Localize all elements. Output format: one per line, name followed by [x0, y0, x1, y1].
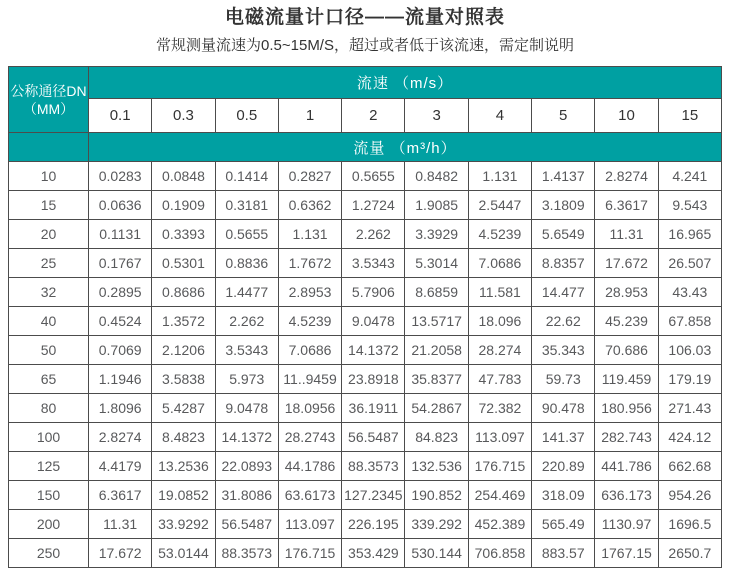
flow-value-cell: 11..9459: [278, 365, 341, 394]
dn-value-cell: 10: [9, 162, 89, 191]
flow-value-cell: 9.0478: [215, 394, 278, 423]
flow-value-cell: 2650.7: [658, 539, 721, 568]
flow-value-cell: 56.5487: [215, 510, 278, 539]
page-subtitle: 常规测量流速为0.5~15M/S，超过或者低于该流速，需定制说明: [156, 37, 574, 54]
flow-value-cell: 3.5343: [342, 249, 405, 278]
flow-value-cell: 1.131: [468, 162, 531, 191]
flow-value-cell: 5.973: [215, 365, 278, 394]
flow-value-cell: 4.241: [658, 162, 721, 191]
dn-value-cell: 40: [9, 307, 89, 336]
flow-value-cell: 36.1911: [342, 394, 405, 423]
table-row: [9, 539, 722, 568]
flow-value-cell: 88.3573: [215, 539, 278, 568]
corner-header-line2: （MM）: [22, 100, 75, 117]
flow-value-cell: 8.6859: [405, 278, 468, 307]
flow-value-cell: 13.5717: [405, 307, 468, 336]
flow-band-empty-cell: [9, 133, 89, 162]
flow-value-cell: 4.5239: [468, 220, 531, 249]
dn-value-cell: 50: [9, 336, 89, 365]
dn-value-cell: 15: [9, 191, 89, 220]
flow-value-cell: 141.37: [532, 423, 595, 452]
flow-value-cell: 0.0636: [89, 191, 152, 220]
flow-value-cell: 88.3573: [342, 452, 405, 481]
flow-value-cell: 1.9085: [405, 191, 468, 220]
velocity-value-cell: 3: [405, 99, 468, 133]
flow-table-body: [9, 162, 722, 568]
flow-value-cell: 44.1786: [278, 452, 341, 481]
velocity-value-cell: 5: [532, 99, 595, 133]
dn-value-cell: 32: [9, 278, 89, 307]
flow-value-cell: 530.144: [405, 539, 468, 568]
flow-value-cell: 226.195: [342, 510, 405, 539]
flow-value-cell: 18.096: [468, 307, 531, 336]
flow-value-cell: 0.0283: [89, 162, 152, 191]
flow-value-cell: 113.097: [278, 510, 341, 539]
flow-value-cell: 2.5447: [468, 191, 531, 220]
flow-value-cell: 14.477: [532, 278, 595, 307]
dn-value-cell: 150: [9, 481, 89, 510]
flow-value-cell: 28.274: [468, 336, 531, 365]
flow-value-cell: 424.12: [658, 423, 721, 452]
flow-value-cell: 22.62: [532, 307, 595, 336]
dn-value-cell: 250: [9, 539, 89, 568]
flow-value-cell: 54.2867: [405, 394, 468, 423]
flow-band-row: [9, 133, 722, 162]
flow-value-cell: 35.343: [532, 336, 595, 365]
flow-value-cell: 2.8274: [595, 162, 658, 191]
table-row: [9, 423, 722, 452]
flow-value-cell: 132.536: [405, 452, 468, 481]
dn-value-cell: 65: [9, 365, 89, 394]
flow-value-cell: 63.6173: [278, 481, 341, 510]
flow-value-cell: 1130.97: [595, 510, 658, 539]
flow-value-cell: 2.262: [342, 220, 405, 249]
flow-value-cell: 0.2827: [278, 162, 341, 191]
flow-value-cell: 0.8836: [215, 249, 278, 278]
velocity-value-cell: 0.5: [215, 99, 278, 133]
flow-value-cell: 6.3617: [89, 481, 152, 510]
flow-value-cell: 56.5487: [342, 423, 405, 452]
table-row: [9, 336, 722, 365]
flow-value-cell: 0.1767: [89, 249, 152, 278]
flow-value-cell: 3.5343: [215, 336, 278, 365]
flow-value-cell: 11.581: [468, 278, 531, 307]
flow-value-cell: 8.8357: [532, 249, 595, 278]
flow-value-cell: 72.382: [468, 394, 531, 423]
flow-value-cell: 7.0686: [278, 336, 341, 365]
flow-value-cell: 220.89: [532, 452, 595, 481]
flow-value-cell: 113.097: [468, 423, 531, 452]
flow-value-cell: 2.8274: [89, 423, 152, 452]
velocity-value-cell: 4: [468, 99, 531, 133]
flow-value-cell: 282.743: [595, 423, 658, 452]
velocity-value-cell: 10: [595, 99, 658, 133]
flow-value-cell: 954.26: [658, 481, 721, 510]
flow-value-cell: 5.3014: [405, 249, 468, 278]
flow-value-cell: 11.31: [595, 220, 658, 249]
dn-value-cell: 20: [9, 220, 89, 249]
flow-value-cell: 9.543: [658, 191, 721, 220]
table-row: [9, 307, 722, 336]
flow-value-cell: 3.3929: [405, 220, 468, 249]
table-row: [9, 452, 722, 481]
flow-value-cell: 1696.5: [658, 510, 721, 539]
flow-value-cell: 8.4823: [152, 423, 215, 452]
flow-value-cell: 7.0686: [468, 249, 531, 278]
flow-value-cell: 452.389: [468, 510, 531, 539]
flow-value-cell: 1.8096: [89, 394, 152, 423]
flow-value-cell: 23.8918: [342, 365, 405, 394]
velocity-band-header: 流速 （m/s）: [89, 67, 722, 99]
velocity-value-cell: 0.3: [152, 99, 215, 133]
flow-value-cell: 441.786: [595, 452, 658, 481]
flow-band-header: 流量 （m³/h）: [89, 133, 722, 162]
flow-value-cell: 0.5655: [215, 220, 278, 249]
flow-value-cell: 35.8377: [405, 365, 468, 394]
flow-value-cell: 0.8686: [152, 278, 215, 307]
flow-value-cell: 17.672: [89, 539, 152, 568]
flow-value-cell: 176.715: [468, 452, 531, 481]
page-title: 电磁流量计口径——流量对照表: [224, 7, 505, 28]
flow-value-cell: 1.3572: [152, 307, 215, 336]
dn-value-cell: 80: [9, 394, 89, 423]
table-row: [9, 191, 722, 220]
flow-value-cell: 2.8953: [278, 278, 341, 307]
table-row: [9, 510, 722, 539]
flow-value-cell: 119.459: [595, 365, 658, 394]
flow-value-cell: 353.429: [342, 539, 405, 568]
velocity-value-cell: 0.1: [89, 99, 152, 133]
flow-value-cell: 45.239: [595, 307, 658, 336]
flow-value-cell: 1.2724: [342, 191, 405, 220]
flow-value-cell: 13.2536: [152, 452, 215, 481]
flow-value-cell: 17.672: [595, 249, 658, 278]
flow-value-cell: 706.858: [468, 539, 531, 568]
flow-value-cell: 4.4179: [89, 452, 152, 481]
flow-value-cell: 0.1131: [89, 220, 152, 249]
flow-value-cell: 0.5301: [152, 249, 215, 278]
table-row: [9, 220, 722, 249]
dn-value-cell: 25: [9, 249, 89, 278]
flow-value-cell: 0.3181: [215, 191, 278, 220]
velocity-value-cell: 1: [278, 99, 341, 133]
flow-value-cell: 636.173: [595, 481, 658, 510]
flow-value-cell: 180.956: [595, 394, 658, 423]
flow-value-cell: 0.4524: [89, 307, 152, 336]
flow-value-cell: 5.4287: [152, 394, 215, 423]
flow-value-cell: 0.1414: [215, 162, 278, 191]
flow-value-cell: 0.6362: [278, 191, 341, 220]
flow-value-cell: 59.73: [532, 365, 595, 394]
flow-value-cell: 67.858: [658, 307, 721, 336]
flow-value-cell: 883.57: [532, 539, 595, 568]
flow-value-cell: 0.5655: [342, 162, 405, 191]
flow-value-cell: 21.2058: [405, 336, 468, 365]
dn-value-cell: 200: [9, 510, 89, 539]
corner-header-line1: 公称通径DN: [10, 82, 87, 99]
flow-value-cell: 4.5239: [278, 307, 341, 336]
flow-value-cell: 1.1946: [89, 365, 152, 394]
flow-value-cell: 1.131: [278, 220, 341, 249]
flow-value-cell: 1.4137: [532, 162, 595, 191]
flow-value-cell: 14.1372: [342, 336, 405, 365]
flow-value-cell: 1767.15: [595, 539, 658, 568]
velocity-values-row: [9, 99, 722, 133]
flow-value-cell: 339.292: [405, 510, 468, 539]
flow-value-cell: 9.0478: [342, 307, 405, 336]
flow-value-cell: 106.03: [658, 336, 721, 365]
velocity-value-cell: 15: [658, 99, 721, 133]
flow-value-cell: 662.68: [658, 452, 721, 481]
flow-value-cell: 3.5838: [152, 365, 215, 394]
flow-value-cell: 43.43: [658, 278, 721, 307]
flow-value-cell: 5.7906: [342, 278, 405, 307]
flow-value-cell: 0.0848: [152, 162, 215, 191]
flow-value-cell: 26.507: [658, 249, 721, 278]
flow-value-cell: 19.0852: [152, 481, 215, 510]
flow-value-cell: 90.478: [532, 394, 595, 423]
table-row: [9, 278, 722, 307]
flow-value-cell: 271.43: [658, 394, 721, 423]
flow-value-cell: 6.3617: [595, 191, 658, 220]
flow-value-cell: 176.715: [278, 539, 341, 568]
table-row: [9, 162, 722, 191]
flow-value-cell: 0.1909: [152, 191, 215, 220]
flow-value-cell: 5.6549: [532, 220, 595, 249]
dn-value-cell: 125: [9, 452, 89, 481]
flow-value-cell: 14.1372: [215, 423, 278, 452]
flow-value-cell: 33.9292: [152, 510, 215, 539]
flow-value-cell: 190.852: [405, 481, 468, 510]
flow-value-cell: 0.3393: [152, 220, 215, 249]
flow-value-cell: 16.965: [658, 220, 721, 249]
flow-value-cell: 84.823: [405, 423, 468, 452]
flow-value-cell: 127.2345: [342, 481, 405, 510]
velocity-value-cell: 2: [342, 99, 405, 133]
flow-value-cell: 18.0956: [278, 394, 341, 423]
flow-value-cell: 565.49: [532, 510, 595, 539]
flow-value-cell: 2.1206: [152, 336, 215, 365]
table-row: [9, 249, 722, 278]
flow-value-cell: 3.1809: [532, 191, 595, 220]
flow-value-cell: 1.4477: [215, 278, 278, 307]
flow-value-cell: 47.783: [468, 365, 531, 394]
flow-value-cell: 28.953: [595, 278, 658, 307]
velocity-band-row: [9, 67, 722, 99]
flow-value-cell: 11.31: [89, 510, 152, 539]
table-row: [9, 481, 722, 510]
flow-value-cell: 0.8482: [405, 162, 468, 191]
flow-value-cell: 2.262: [215, 307, 278, 336]
flow-value-cell: 22.0893: [215, 452, 278, 481]
flow-value-cell: 53.0144: [152, 539, 215, 568]
flow-comparison-table: [8, 66, 722, 568]
flow-value-cell: 254.469: [468, 481, 531, 510]
flow-value-cell: 179.19: [658, 365, 721, 394]
corner-header-dn: [9, 67, 89, 133]
flow-value-cell: 31.8086: [215, 481, 278, 510]
flow-value-cell: 28.2743: [278, 423, 341, 452]
flow-value-cell: 0.7069: [89, 336, 152, 365]
flow-value-cell: 0.2895: [89, 278, 152, 307]
dn-value-cell: 100: [9, 423, 89, 452]
flow-value-cell: 70.686: [595, 336, 658, 365]
table-row: [9, 365, 722, 394]
flow-value-cell: 318.09: [532, 481, 595, 510]
flow-value-cell: 1.7672: [278, 249, 341, 278]
table-row: [9, 394, 722, 423]
